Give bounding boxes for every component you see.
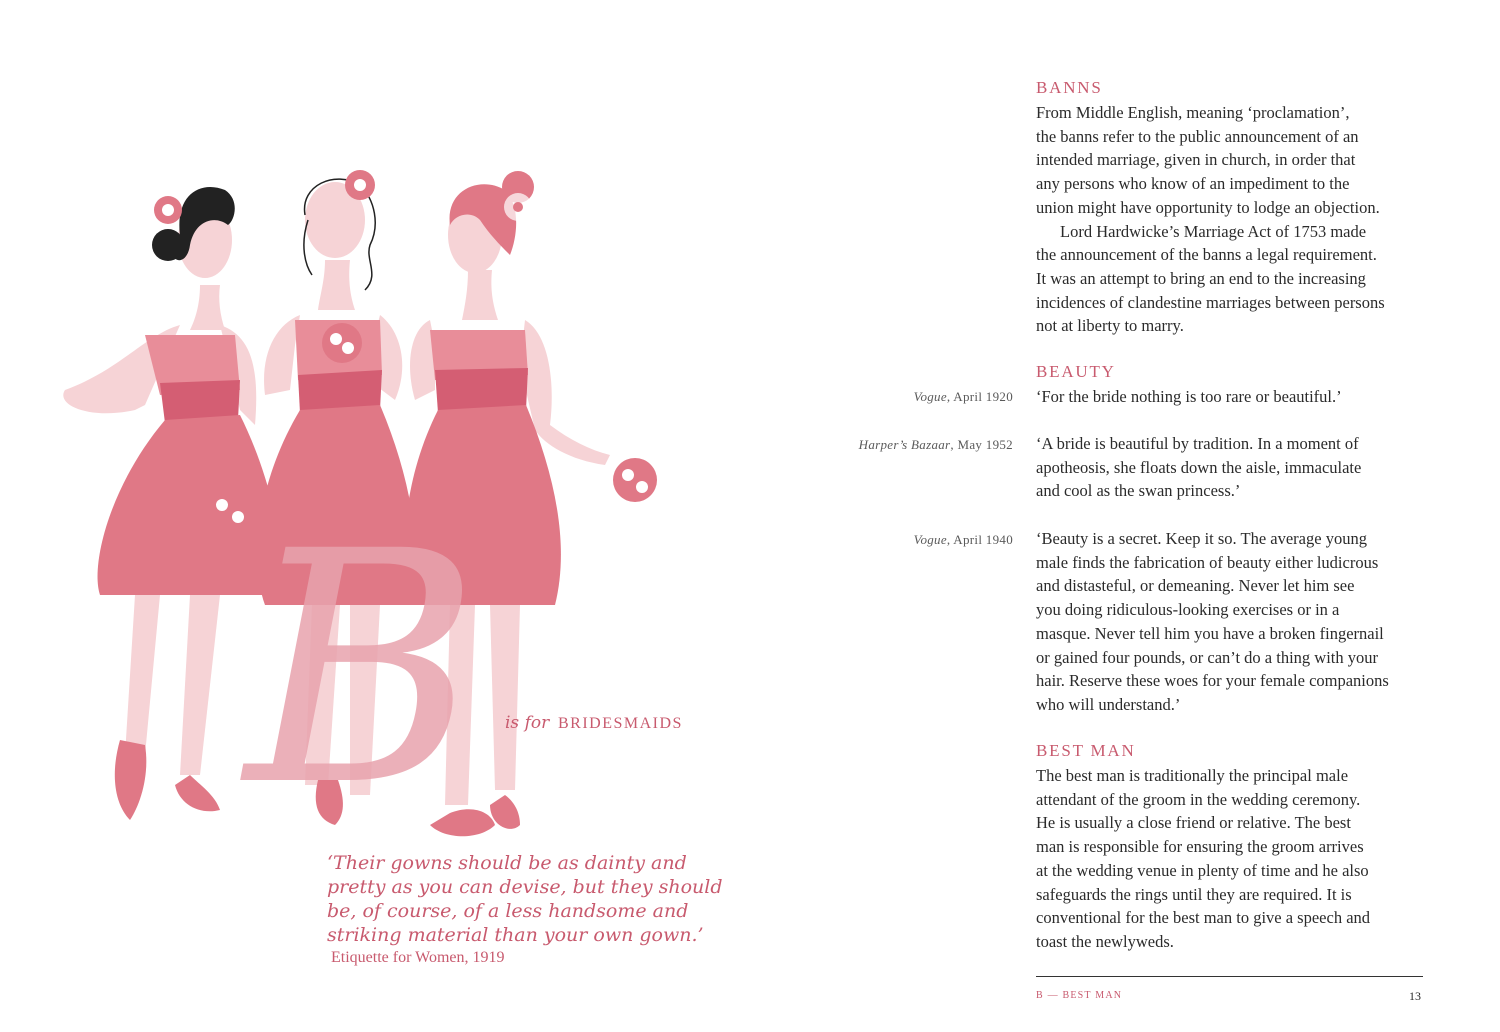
body-line: and cool as the swan princess.’ [1036, 481, 1241, 501]
body-line: the announcement of the banns a legal requirement. [1036, 245, 1377, 265]
body-line: incidences of clandestine marriages between persons [1036, 292, 1385, 312]
beauty-quote-1 [1036, 385, 1436, 409]
body-line: masque. Never tell him you have a broken fingernail [1036, 623, 1384, 643]
is-for-text: is for [505, 713, 550, 733]
bouquet-icon [322, 323, 362, 363]
bridesmaids-illustration [50, 165, 730, 885]
beauty-quote-3 [1036, 527, 1436, 717]
bouquet-icon [613, 458, 657, 502]
quote-source-publication: Vogue [913, 532, 947, 547]
body-line: It was an attempt to bring an end to the increasing [1036, 268, 1366, 288]
bridesmaids-quote [327, 851, 723, 947]
drop-capital-letter: B [245, 484, 481, 856]
body-line: ‘For the bride nothing is too rare or beautiful.’ [1036, 387, 1342, 406]
quote-line: pretty as you can devise, but they should [327, 876, 723, 898]
body-line: man is responsible for ensuring the groom arrives [1036, 837, 1364, 857]
bouquet-icon [208, 488, 252, 532]
body-line: toast the newlyweds. [1036, 931, 1174, 951]
bridesmaid-middle-figure [257, 170, 415, 825]
quote-source-publication: Harper’s Bazaar [858, 437, 951, 452]
body-line: safeguards the rings until they are required. It is [1036, 884, 1352, 904]
entry-body-best-man [1036, 764, 1436, 954]
bridesmaid-right-figure [404, 171, 657, 836]
quote-source [914, 532, 1013, 548]
body-line: hair. Reserve these woes for your female companions [1036, 671, 1389, 691]
body-line: attendant of the groom in the wedding ceremony. [1036, 789, 1361, 809]
body-line: From Middle English, meaning ‘proclamation’, [1036, 103, 1350, 122]
quote-line: ‘Their gowns should be as dainty and [327, 852, 687, 874]
body-line: ‘A bride is beautiful by tradition. In a moment of [1036, 434, 1359, 453]
is-for-word: BRIDESMAIDS [557, 715, 683, 732]
running-head: B — BEST MAN [1036, 990, 1123, 1001]
entry-heading-best-man: BEST MAN [1036, 741, 1136, 760]
body-line: apotheosis, she floats down the aisle, immaculate [1036, 457, 1362, 477]
body-line: Lord Hardwicke’s Marriage Act of 1753 made [1060, 221, 1367, 241]
entry-body-banns [1036, 101, 1436, 338]
body-line: not at liberty to marry. [1036, 316, 1184, 336]
body-line: The best man is traditionally the principal male [1036, 766, 1349, 785]
body-line: conventional for the best man to give a speech and [1036, 908, 1371, 928]
entry-heading-banns: BANNS [1036, 78, 1103, 97]
body-line: the banns refer to the public announcement of an [1036, 126, 1359, 146]
body-line: ‘Beauty is a secret. Keep it so. The average young [1036, 529, 1367, 548]
quote-source [859, 437, 1013, 453]
quote-line: striking material than your own gown.’ [327, 924, 704, 946]
hair-flower-icon [504, 193, 532, 221]
body-line: who will understand.’ [1036, 694, 1181, 714]
entry-heading-beauty: BEAUTY [1036, 362, 1116, 381]
body-line: intended marriage, given in church, in order that [1036, 150, 1356, 170]
footer-divider [1036, 976, 1423, 977]
quote-source [914, 389, 1013, 405]
beauty-quote-2 [1036, 432, 1436, 503]
quote-source-publication: Vogue [913, 389, 947, 404]
quote-source-date: , April 1920 [946, 389, 1013, 404]
body-line: or gained four pounds, or can’t do a thing with your [1036, 647, 1379, 667]
body-line: at the wedding venue in plenty of time and he also [1036, 860, 1369, 880]
hair-flower-icon [345, 170, 375, 200]
quote-line: be, of course, of a less handsome and [327, 900, 689, 922]
body-line: you doing ridiculous-looking exercises or in a [1036, 600, 1340, 620]
is-for-caption [505, 712, 683, 734]
body-line: male finds the fabrication of beauty either ludicrous [1036, 552, 1379, 572]
body-line: and distasteful, or demeaning. Never let him see [1036, 576, 1355, 596]
body-line: union might have opportunity to lodge an objection. [1036, 197, 1380, 217]
hair-flower-icon [154, 196, 182, 224]
page-number: 13 [1409, 989, 1421, 1003]
body-line: He is usually a close friend or relative. The best [1036, 813, 1351, 833]
quote-source-date: , April 1940 [946, 532, 1013, 547]
bridesmaids-quote-source: Etiquette for Women, 1919 [331, 949, 505, 966]
bridesmaid-left-figure [63, 187, 279, 820]
body-line: any persons who know of an impediment to the [1036, 174, 1350, 194]
quote-source-date: , May 1952 [950, 437, 1013, 452]
